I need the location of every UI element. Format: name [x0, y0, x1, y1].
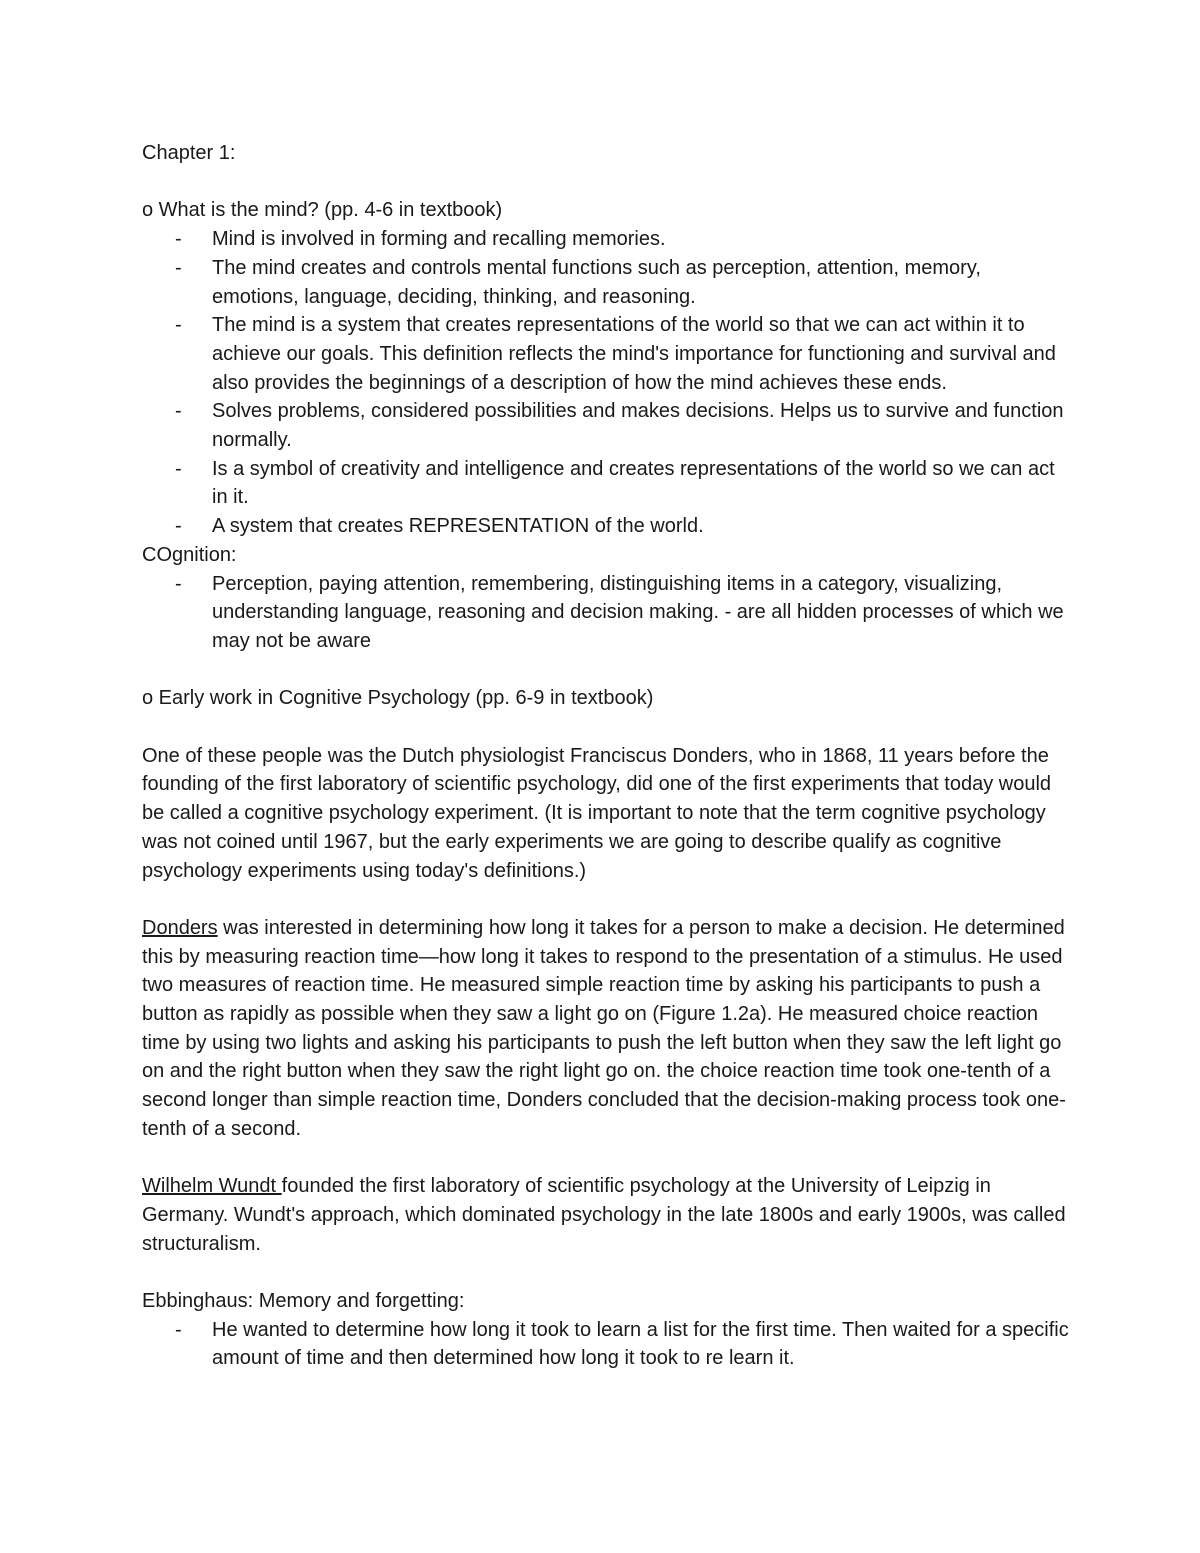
list-item [142, 254, 1072, 311]
spacer [142, 1258, 1072, 1287]
list-item-text: The mind creates and controls mental functions such as perception, attention, memory, emotions, language, deciding, thinking, and reasoning. [212, 256, 981, 308]
list-item [142, 570, 1072, 656]
mind-list [142, 225, 1072, 541]
spacer [142, 713, 1072, 742]
spacer [142, 1144, 1072, 1173]
donders-paragraph-text: was interested in determining how long it takes for a person to make a decision. He determined this by measuring reaction time—how long it takes to respond to the presentation of a stimulus. He used two measures of reaction time. He measured simple reaction time by asking his participants to push a button as rapidly as possible when they saw a light go on (Figure 1.2a). He measured choice reaction time by using two lights and asking his participants to push the left button when they saw the left light go on and the right button when they saw the right light go on. the choice reaction time took one-tenth of a second longer than simple reaction time, Donders concluded that the decision-making process took one-tenth of a second. [142, 916, 1066, 1140]
wundt-name: Wilhelm Wundt [142, 1175, 282, 1198]
spacer [142, 885, 1072, 914]
donders-name: Donders [142, 916, 218, 939]
section-heading-early-work: o Early work in Cognitive Psychology (pp. 6-9 in textbook) [142, 687, 654, 710]
cognition-list [142, 570, 1072, 656]
spacer [142, 168, 1072, 197]
ebbinghaus-heading: Ebbinghaus: Memory and forgetting: [142, 1290, 465, 1313]
chapter-title: Chapter 1: [142, 142, 236, 164]
list-item [142, 397, 1072, 454]
dash-bullet: - [175, 515, 182, 538]
list-item-text: Perception, paying attention, remembering, distinguishing items in a category, visualizing, understanding language, reasoning and decision making. - are all hidden processes of which we may not be aware [212, 572, 1064, 652]
donders-intro-paragraph: One of these people was the Dutch physiologist Franciscus Donders, who in 1868, 11 years before the founding of the first laboratory of scientific psychology, did one of the first experiments that today would be called a cognitive psychology experiment. (It is important to note that the term cognitive psychology was not coined until 1967, but the early experiments we are going to describe qualify as cognitive psychology experiments using today's definitions.) [142, 744, 1052, 882]
list-item [142, 455, 1072, 512]
dash-bullet: - [175, 1318, 182, 1341]
list-item-text: Solves problems, considered possibilities and makes decisions. Helps us to survive and function normally. [212, 400, 1064, 452]
wundt-paragraph [142, 1172, 1072, 1258]
list-item-text: The mind is a system that creates representations of the world so that we can act within it to achieve our goals. This definition reflects the mind's importance for functioning and survival and also provides the beginnings of a description of how the mind achieves these ends. [212, 314, 1056, 394]
list-item-text: A system that creates REPRESENTATION of the world. [212, 515, 704, 538]
list-item-text: He wanted to determine how long it took to learn a list for the first time. Then waited for a specific amount of time and then determined how long it took to re learn it. [212, 1318, 1069, 1370]
ebbinghaus-list [142, 1316, 1072, 1373]
list-item [142, 512, 1072, 541]
spacer [142, 656, 1072, 685]
document-page [142, 139, 1072, 1373]
list-item-text: Mind is involved in forming and recalling memories. [212, 228, 666, 251]
list-item [142, 1316, 1072, 1373]
list-item-text: Is a symbol of creativity and intelligence and creates representations of the world so we can act in it. [212, 457, 1055, 509]
list-item [142, 225, 1072, 254]
dash-bullet: - [175, 256, 182, 279]
dash-bullet: - [175, 400, 182, 423]
wundt-paragraph-text: founded the first laboratory of scientific psychology at the University of Leipzig in Germany. Wundt's approach, which dominated psychology in the late 1800s and early 1900s, was called structuralism. [142, 1175, 1066, 1255]
dash-bullet: - [175, 572, 182, 595]
donders-paragraph [142, 914, 1072, 1144]
section-heading-mind: o What is the mind? (pp. 4-6 in textbook) [142, 199, 503, 222]
dash-bullet: - [175, 314, 182, 337]
list-item [142, 311, 1072, 397]
dash-bullet: - [175, 228, 182, 251]
cognition-heading: COgnition: [142, 543, 237, 566]
dash-bullet: - [175, 457, 182, 480]
